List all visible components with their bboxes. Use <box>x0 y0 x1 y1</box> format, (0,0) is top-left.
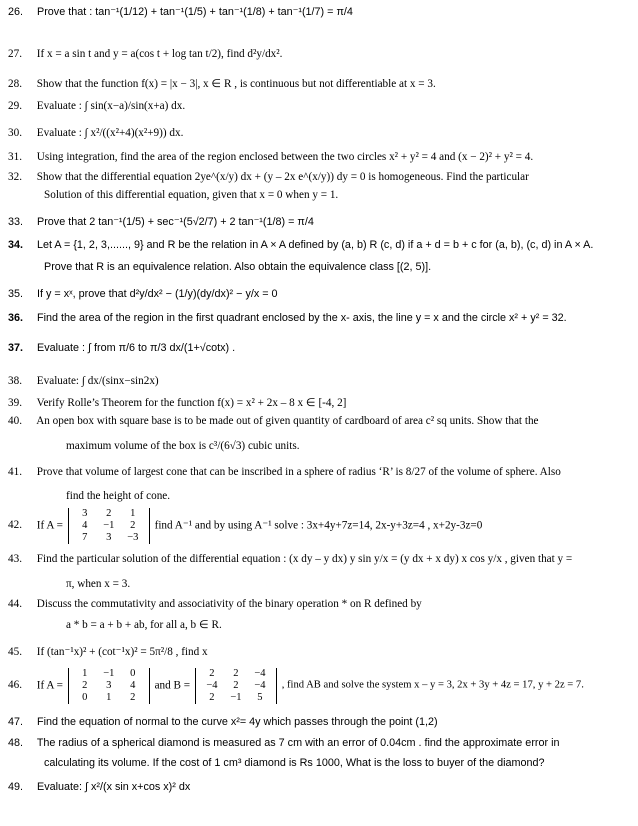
question-text: find A⁻¹ and by using A⁻¹ solve : 3x+4y+7z=14, 2x-y+3z=4 , x+2y-3z=0 <box>154 519 483 532</box>
question-number: 32. <box>8 171 22 183</box>
question-number: 44. <box>8 598 22 610</box>
question-text: An open box with square base is to be made out of given quantity of cardboard of area c² sq units. Show that the <box>36 415 539 427</box>
question-text: Evaluate : ∫ sin(x−a)/sin(x+a) dx. <box>36 100 186 112</box>
question-38 <box>8 375 634 388</box>
question-number: 31. <box>8 151 22 163</box>
question-text: Verify Rolle’s Theorem for the function f(x) = x² + 2x – 8 x ∈ [-4, 2] <box>36 397 347 409</box>
question-number: 39. <box>8 397 22 409</box>
question-33 <box>8 216 634 229</box>
question-number: 49. <box>8 781 24 793</box>
question-number: 42. <box>8 519 22 532</box>
question-29 <box>8 100 634 113</box>
question-text: Evaluate: ∫ dx/(sinx−sin2x) <box>36 375 159 387</box>
question-41-continuation: find the height of cone. <box>66 490 171 502</box>
question-46 <box>8 668 634 704</box>
question-number: 38. <box>8 375 22 387</box>
question-number: 35. <box>8 288 24 300</box>
matrix-cell: 1 <box>82 668 88 679</box>
question-number: 48. <box>8 737 24 749</box>
question-32 <box>8 171 634 184</box>
question-40 <box>8 415 634 428</box>
matrix-cell: 3 <box>106 680 112 692</box>
question-text: Discuss the commutativity and associativity of the binary operation * on R defined by <box>36 598 422 610</box>
matrix-cell: −1 <box>103 668 115 679</box>
question-text: , find AB and solve the system x – y = 3, 2x + 3y + 4z = 17, y + 2z = 7. <box>281 679 584 691</box>
matrix-cell: 3 <box>106 532 112 544</box>
question-43-continuation: π, when x = 3. <box>66 578 131 590</box>
matrix-cell: −1 <box>230 692 242 704</box>
matrix-a <box>68 508 150 544</box>
matrix-cell: 7 <box>82 532 88 544</box>
matrix-cell: 2 <box>130 520 136 532</box>
matrix-cell: 0 <box>130 668 136 679</box>
question-number: 47. <box>8 716 24 728</box>
question-28 <box>8 78 634 91</box>
question-text: Using integration, find the area of the region enclosed between the two circles x² + y² = 4 and (x − 2)² + y² = 4. <box>36 151 534 163</box>
question-number: 41. <box>8 466 22 478</box>
question-text: Evaluate : ∫ from π/6 to π/3 dx/(1+√cotx) . <box>37 342 236 354</box>
question-49 <box>8 781 634 794</box>
matrix-cell: 2 <box>209 668 215 679</box>
matrix-cell: 1 <box>130 508 136 519</box>
question-text: If (tan⁻¹x)² + (cot⁻¹x)² = 5π²/8 , find x <box>36 646 208 658</box>
matrix-cell: −3 <box>127 532 139 544</box>
question-text: If x = a sin t and y = a(cos t + log tan t/2), find d²y/dx². <box>36 48 283 60</box>
question-31 <box>8 151 634 164</box>
question-26 <box>8 6 634 19</box>
question-30 <box>8 127 634 140</box>
question-47 <box>8 716 634 729</box>
matrix-cell: −4 <box>254 668 266 679</box>
question-text: Show that the function f(x) = |x − 3|, x ∈ R , is continuous but not differentiable at x = 3. <box>36 78 436 90</box>
matrix-a-prefix: If A = <box>36 679 63 692</box>
question-text: Find the equation of normal to the curve x²= 4y which passes through the point (1,2) <box>37 716 438 728</box>
question-37 <box>8 342 634 355</box>
question-number: 40. <box>8 415 22 427</box>
question-27 <box>8 48 634 61</box>
question-text: Find the area of the region in the first quadrant enclosed by the x- axis, the line y = x and the circle x² + y² = 32. <box>37 312 567 324</box>
question-number: 37. <box>8 342 24 354</box>
question-41 <box>8 466 634 479</box>
matrix-cell: 2 <box>233 668 239 679</box>
question-number: 45. <box>8 646 22 658</box>
question-number: 36. <box>8 312 24 324</box>
question-34-continuation: Prove that R is an equivalence relation. Also obtain the equivalence class [(2, 5)]. <box>44 261 432 273</box>
question-number: 26. <box>8 6 24 18</box>
question-43 <box>8 553 634 566</box>
question-number: 29. <box>8 100 22 112</box>
matrix-cell: 4 <box>130 680 136 692</box>
question-text: Let A = {1, 2, 3,......, 9} and R be the relation in A × A defined by (a, b) R (c, d) if a + d = b + c for (a, b), (c, d) in A × A. <box>37 239 594 251</box>
question-text: Find the particular solution of the differential equation : (x dy – y dx) y sin y/x = (y dx + x dy) x cos y/x , given that y = <box>36 553 573 565</box>
question-35 <box>8 288 634 301</box>
question-39 <box>8 397 634 410</box>
question-32-continuation: Solution of this differential equation, given that x = 0 when y = 1. <box>44 189 339 201</box>
question-48-continuation: calculating its volume. If the cost of 1 cm³ diamond is Rs 1000, What is the loss to buyer of the diamond? <box>44 757 545 769</box>
question-44 <box>8 598 634 611</box>
matrix-cell: −4 <box>254 680 266 692</box>
question-text: Evaluate : ∫ x²/((x²+4)(x²+9)) dx. <box>36 127 184 139</box>
question-number: 28. <box>8 78 22 90</box>
question-42 <box>8 508 634 544</box>
matrix-cell: 0 <box>82 692 88 704</box>
matrix-cell: 2 <box>209 692 215 704</box>
question-34 <box>8 239 634 252</box>
question-number: 30. <box>8 127 22 139</box>
question-45 <box>8 646 634 659</box>
matrix-cell: 3 <box>82 508 88 519</box>
question-text: If y = xˣ, prove that d²y/dx² − (1/y)(dy/dx)² − y/x = 0 <box>37 288 278 300</box>
question-number: 46. <box>8 679 22 692</box>
question-44-continuation: a * b = a + b + ab, for all a, b ∈ R. <box>66 619 222 631</box>
question-text: Prove that volume of largest cone that can be inscribed in a sphere of radius ‘R’ is 8/27 of the volume of sphere. Also <box>36 466 561 478</box>
matrix-cell: −4 <box>206 680 218 692</box>
matrix-cell: −1 <box>103 520 115 532</box>
matrix-cell: 5 <box>257 692 263 704</box>
question-number: 34. <box>8 239 24 251</box>
question-40-continuation: maximum volume of the box is c³/(6√3) cubic units. <box>66 440 300 452</box>
question-36 <box>8 312 634 325</box>
matrix-b-prefix: and B = <box>154 679 191 692</box>
question-text: The radius of a spherical diamond is measured as 7 cm with an error of 0.04cm . find the approximate error in <box>36 737 560 749</box>
matrix-cell: 2 <box>233 680 239 692</box>
matrix-prefix: If A = <box>36 519 63 532</box>
question-number: 27. <box>8 48 22 60</box>
matrix-cell: 2 <box>130 692 136 704</box>
matrix-cell: 1 <box>106 692 112 704</box>
question-48 <box>8 737 634 750</box>
question-number: 33. <box>8 216 24 228</box>
question-text: Prove that : tan⁻¹(1/12) + tan⁻¹(1/5) + tan⁻¹(1/8) + tan⁻¹(1/7) = π/4 <box>37 6 353 18</box>
question-number: 43. <box>8 553 22 565</box>
question-text: Evaluate: ∫ x²/(x sin x+cos x)² dx <box>37 781 191 793</box>
question-text: Show that the differential equation 2ye^(x/y) dx + (y – 2x e^(x/y)) dy = 0 is homogeneous. Find the particular <box>36 171 529 183</box>
matrix-a <box>68 668 150 704</box>
matrix-b <box>195 668 277 704</box>
matrix-cell: 2 <box>82 680 88 692</box>
question-text: Prove that 2 tan⁻¹(1/5) + sec⁻¹(5√2/7) + 2 tan⁻¹(1/8) = π/4 <box>37 216 314 228</box>
matrix-cell: 4 <box>82 520 88 532</box>
matrix-cell: 2 <box>106 508 112 519</box>
